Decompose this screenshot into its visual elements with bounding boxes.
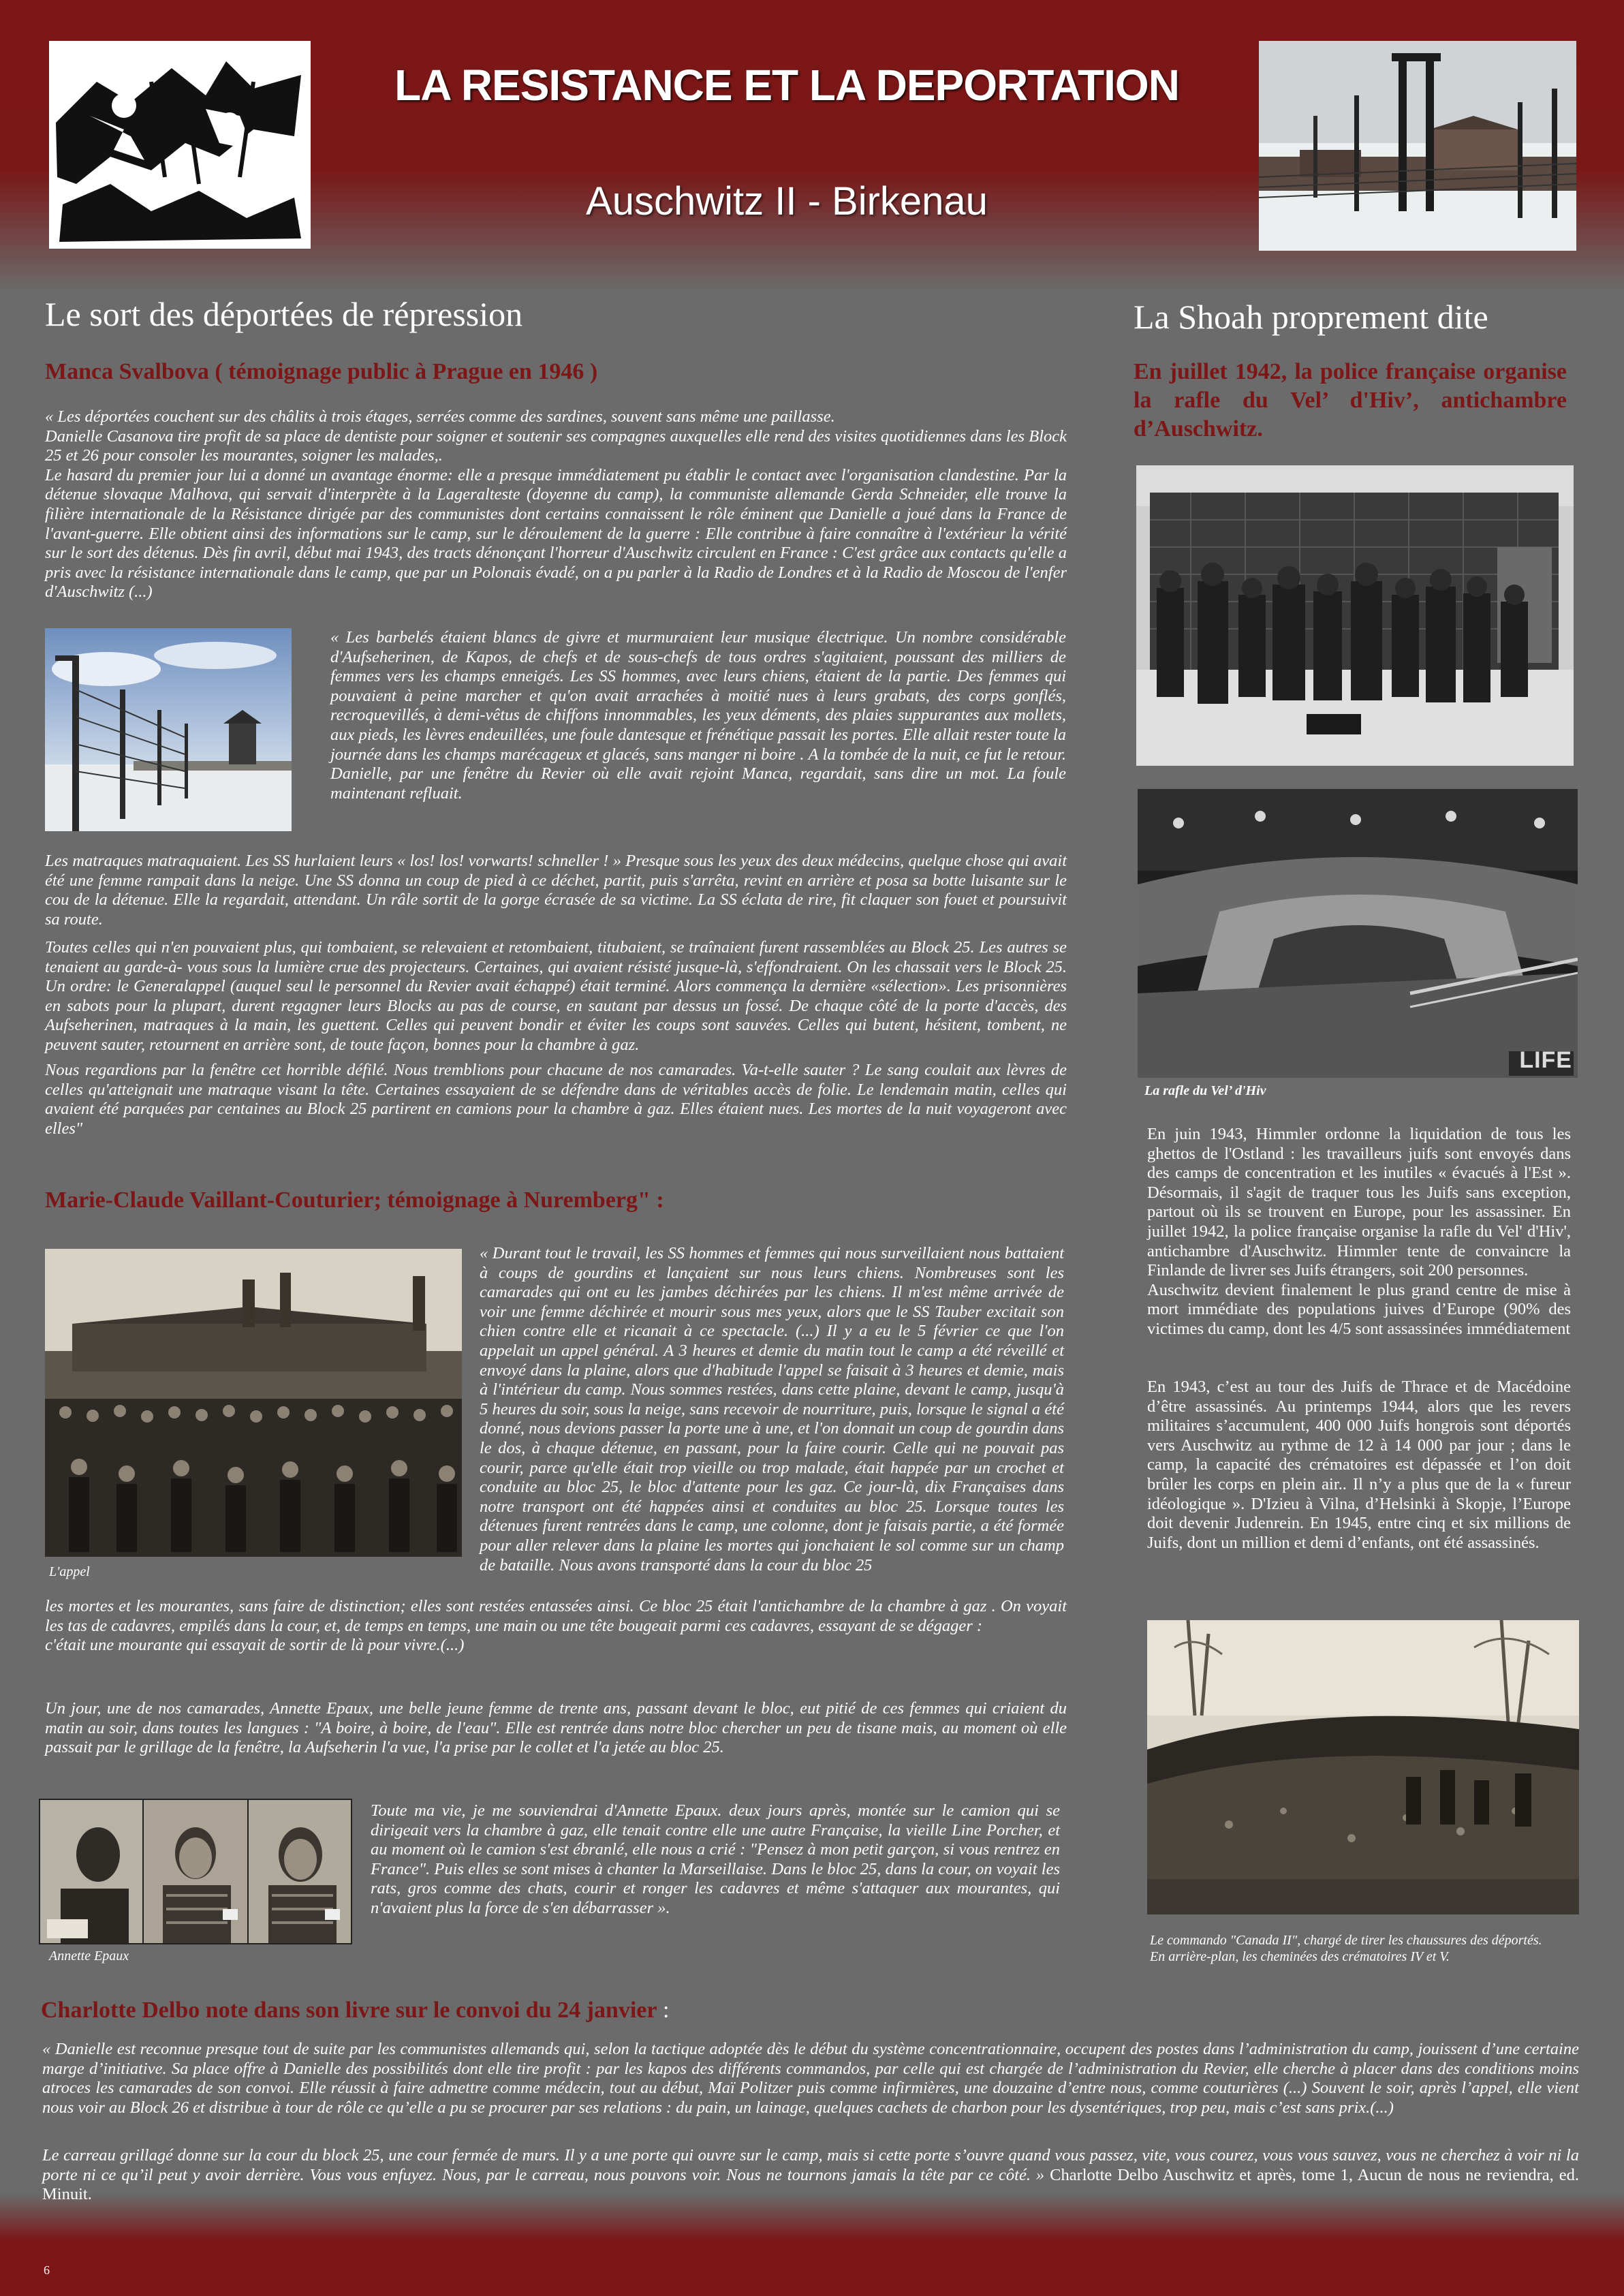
annette-caption: Annette Epaux <box>49 1949 129 1964</box>
rafle-crowd-photo <box>1136 465 1574 766</box>
life-logo: LIFE <box>1519 1047 1572 1073</box>
marie-heading: Marie-Claude Vaillant-Couturier; témoignage à Nuremberg" : <box>45 1188 664 1213</box>
barbeles-text: « Les barbelés étaient blancs de givre et murmuraient leur musique électrique. Un nombre considérable d'Aufseherinen, de Kapos, de chefs et de sous-chefs de tous ordres s'agitaient, poussant des milliers de femmes vers les champs enneigés. Les SS hommes, avec leurs chiens, étaient de la partie. Des femmes qui pouvaient à peine marcher et qu'on avait arrachées à moitié nues à leurs grabats, des corps gonflés, recroquevillés, à demi-vêtus de chiffons innommables, les yeux déments, des plaies suppurantes aux mollets, aux pieds, les lèvres endeuillées, une foule dantesque et frénétique passait les portes. Elle allait rester toute la journée dans les champs marécageux et glacés, sans manger ni boire . A la tombée de la nuit, ce fut le retour. Danielle, par une fenêtre du Revier où elle avait rejoint Manca, regardait, sans dire un mot. La foule maintenant refluait. <box>330 628 1066 803</box>
delbo-paragraph-2 <box>42 2146 1579 2205</box>
durant-text: « Durant tout le travail, les SS hommes et femmes qui nous surveillaient nous battaient à coups de gourdins et lançaient sur nous leurs chiens. Nombreuses sont les camarades qui ont eu les jambes déchirées par les chiens. Il m'est même arrivée de voir une femme déchirée et mourir sous mes yeux, alors que le SS Tauber excitait son chien contre elle et ricanait à ce spectacle. (...) Il y a eu le 5 février ce que l'on appelait un appel général. A 3 heures et demie du matin tout le camp a été réveillé et envoyé dans la plaine, alors que d'habitude l'appel se faisait à 3 heures et demie, mais à l'intérieur du camp. Nous sommes restées, dans cette plaine, devant le camp, jusqu'à 5 heures du soir, sous la neige, sans recevoir de nourriture, puis, lorsque le signal a été donné, nous devions passer la porte une à une, et l'on donnait un coup de gourdin dans le dos, à chaque détenue, en passant, pour la faire courir. Celle qui ne pouvait pas courir, parce qu'elle était trop vieille ou trop malade, était happée par un crochet et conduite au bloc 25, le bloc d'attente pour les gaz. Ce jour-là, dix Françaises dans notre transport ont été happées ainsi et conduites au bloc 25. Lorsque toutes les détenues furent rentrées dans le camp, une colonne, dont je faisais partie, a été formée pour aller relever dans la plaine les mortes qui jonchaient le sol comme sur un champ de bataille. Nous avons transporté dans la cour du bloc 25 <box>480 1244 1064 1574</box>
mortes-text: les mortes et les mourantes, sans faire de distinction; elles sont restées entassées ainsi. Ce bloc 25 était l'antichambre de la chambre à gaz . On voyait les tas de cadavres, empilés dans la cour, et, de temps en temps, une main ou une tête bougeait parmi ces cadavres, essayant de se dégager : c'était une mourante qui essayait de sortir de là pour vivre.(...) <box>45 1597 1067 1655</box>
manca-heading: Manca Svalbova ( témoignage public à Prague en 1946 ) <box>45 359 598 384</box>
delbo-paragraph-1: « Danielle est reconnue presque tout de suite par les communistes allemands qui, selon la tactique adoptée dès le début du système concentrationnaire, occupent des postes dans l’administration du camp, jouissent d’une certaine marge d’initiative. Sa place offre à Danielle des possibilités dont elle tire profit : par les kapos des différents commandos, par celle qui est chargée de l’administration du Revier, elle cherche à placer dans des conditions moins atroces les camarades de son convoi. Elle réussit à faire admettre comme médecin, tout au début, Maï Politzer puis comme infirmières, une douzaine d’entre nous, comme couturières (...) Souvent le soir, après l’appel, elle vient nous voir au Block 26 et distribue à tour de rôle ce qu’elle a pu se procurer par ses relations : du pain, un lainage, quelques cachets de charbon pour les dysentériques, trop peu, mais c’est sans prix.(...) <box>42 2040 1579 2117</box>
vel-dhiv-heading: En juillet 1942, la police française organise la rafle du Vel’ d'Hiv’, antichambre d’Auschwitz. <box>1134 359 1567 441</box>
matraques-text: Les matraques matraquaient. Les SS hurlaient leurs « los! los! vorwarts! schneller ! » Presque sous les yeux des deux médecins, quelque chose qui avait été une femme rampait dans la neige. Une SS donna un coup de pied à ce déchet, partit, puis s'arrêta, revint en arrière et posa sa botte luisante sur le cou de la détenue. Elle la regardait, attendant. Un râle sortit de la gorge écrasée de sa victime. La SS éclata de rire, fit claquer son fouet et poursuivit sa route. <box>45 852 1067 929</box>
delbo-heading-suffix: : <box>657 1998 670 2023</box>
delbo-quote: Le carreau grillagé donne sur la cour du block 25, une cour fermée de murs. Il y a une porte qui ouvre sur le camp, mais si cette porte s’ouvre quand vous passez, vite, vous courez, vous vous sauvez, vous ne cherchez à voir ni la porte ni ce qu’il peut y avoir derrière. Vous vous enfuyez. Nous, par le carreau, nous pouvons voir. Nous ne tournons jamais la tête par ce côté. » <box>42 2146 1579 2184</box>
annette-epaux-mugshot <box>39 1799 352 1944</box>
footer-band <box>0 2194 1624 2296</box>
delbo-citation: Charlotte Delbo Auschwitz et après, tome 1, Aucun de nous ne reviendra, ed. Minuit. <box>42 2165 1579 2204</box>
canada-caption: Le commando "Canada II", chargé de tirer les chaussures des déportés. En arrière-plan, les cheminées des crématoires IV et V. <box>1150 1933 1542 1964</box>
nous-regardions-text: Nous regardions par la fenêtre cet horrible défilé. Nous tremblions pour chacune de nos camarades. Va-t-elle sauter ? Le sang coulait aux lèvres de celles qu'atteignait une matraque visant la tête. Certaines essayaient de se défendre dans de véritables accès de folie. Le lendemain matin, celles qui avaient été parquées par centaines au Block 25 partirent en camions pour la chambre à gaz. Elles étaient nues. Les mortes de la nuit voyageront avec elles" <box>45 1061 1067 1138</box>
page-title: LA RESISTANCE ET LA DEPORTATION <box>394 61 1179 110</box>
birkenau-gate-image <box>1259 41 1576 251</box>
delbo-heading <box>41 1998 1540 2023</box>
toute-ma-vie-text: Toute ma vie, je me souviendrai d'Annette Epaux. deux jours après, montée sur le camion qui se dirigeait vers la chambre à gaz, elle tenait contre elle une autre Française, la vieille Line Porcher, et au moment où le camion s'est ébranlé, elle nous a crié : "Pensez à mon petit garçon, si vous rentrez en France". Puis elles se sont mises à chanter la Marseillaise. Dans le bloc 25, dans la cour, on voyait les rats, gros comme des chats, courir et ronger les cadavres et même s'attaquer aux mourantes, qui n'avaient plus la force de s'en débarrasser ». <box>371 1801 1060 1917</box>
toutes-text: Toutes celles qui n'en pouvaient plus, qui tombaient, se relevaient et retombaient, titubaient, se traînaient furent rassemblées au Block 25. Les autres se tenaient au garde-à- vous sous la lumière crue des projecteurs. Certaines, qui avaient résisté jusque-là, s'effondraient. On les chassait vers le Block 25. Un ordre: le Generalappel (auquel seul le personnel du Revier avait échappé) était terminé. Alors commença la dernière «sélection». Les prisonnières en sabots pour la plupart, durent regagner leurs Blocks au pas de course, en sautant par dessus un fossé. De chaque côté de la porte d'accès, des Aufseherinen, matraques à la main, les guettent. Celles qui peuvent bondir et éviter les coups sont sauvées. Celles qui butent, hésitent, tombent, ne peuvent sauter, retournent en arrière sont, de toute façon, bonnes pour la chambre à gaz. <box>45 938 1067 1054</box>
appel-photo <box>45 1249 462 1557</box>
juin-1943-text: En juin 1943, Himmler ordonne la liquidation de tous les ghettos de l'Ostland : les travailleurs juifs sont envoyés dans des camps de concentration et les inutiles « évacués à l'Est ». Désormais, il s'agit de traquer tous les Juifs sans exception, partout où ils se trouvent en Europe, pour les assassiner. En juillet 1942, la police française organise la rafle du Vel' d'Hiv', antichambre d'Auschwitz. Himmler tente de convaincre la Finlande de livrer ses Juifs étrangers, soit 200 personnes. Auschwitz devient finalement le plus grand centre de mise à mort immédiate des populations juives d’Europe (90% des victimes du camp, dont les 4/5 sont assassinées immédiatement <box>1147 1125 1571 1338</box>
delbo-heading-main: Charlotte Delbo note dans son livre sur le convoi du 24 janvier <box>41 1998 657 2023</box>
annette-intro-text: Un jour, une de nos camarades, Annette Epaux, une belle jeune femme de trente ans, passant devant le bloc, eut pitié de ces femmes qui criaient du matin au soir, dans toutes les langues : "A boire, à boire, de l'eau". Elle est rentrée dans notre bloc chercher un peu de tisane mais, au moment où elle passait par le grillage de la fenêtre, la Aufseherin l'a vue, l'a prise par le collet et l'a jetée au bloc 25. <box>45 1699 1067 1757</box>
left-section-title: Le sort des déportées de répression <box>45 295 523 333</box>
resistance-drawing-image <box>49 41 311 249</box>
velodrome-caption: La rafle du Vel’ d'Hiv <box>1144 1083 1266 1098</box>
appel-caption: L'appel <box>49 1564 90 1579</box>
velodrome-photo <box>1138 789 1578 1078</box>
barbed-wire-winter-image <box>45 628 292 831</box>
manca-intro-text: « Les déportées couchent sur des châlits à trois étages, serrées comme des sardines, souvent sans même une paillasse. Danielle Casanova tire profit de sa place de dentiste pour soigner et soutenir ses compagnes auxquelles elle rend des visites quotidiennes dans les Block 25 et 26 pour consoler les mourantes, soigner les malades,. Le hasard du premier jour lui a donné un avantage énorme: elle a presque immédiatement pu établir le contact avec l'organisation clandestine. Par la détenue slovaque Malhova, qui servait d'interprète à la Lageralteste (doyenne du camp), la communiste allemande Gerda Schneider, elle trouve la filière internationale de la Résistance dirigée par des communistes dont certains connaissent le rôle éminent que Danielle a joué dans la France de l'avant-guerre. Elle obtient ainsi des informations sur le camp, sur le déroulement de la guerre : Elle contribue à faire connaître à l'extérieur la vérité sur le sort des détenus. Dès fin avril, début mai 1943, des tracts dénonçant l'horreur d'Auschwitz circulent en France : C'est grâce aux contacts qu'elle a pris avec la résistance internationale dans le camp, que par un Polonais évadé, on a pu parler à la Radio de Londres et à la Radio de Moscou de l'enfer d'Auschwitz (...) <box>45 407 1067 602</box>
en-1943-text: En 1943, c’est au tour des Juifs de Thrace et de Macédoine d’être assassinés. Au printemps 1944, alors que les revers militaires s’accumulent, 400 000 Juifs hongrois sont déportés vers Auschwitz au rythme de 12 à 14 000 par jour ; dans le camp, la capacité des crématoires est dépassée et l’on doit brûler les corps en plein air.. Il n’y a plus que de la « fureur idéologique ». D'Izieu à Vilna, d’Helsinki à Skopje, l’Europe doit devenir Judenrein. En 1945, entre cinq et six millions de Juifs, dont un million et demi d’enfants, ont été assassinés. <box>1147 1378 1571 1552</box>
page-subtitle: Auschwitz II - Birkenau <box>586 179 988 223</box>
page-number: 6 <box>44 2263 50 2277</box>
canada-commando-photo <box>1147 1620 1579 1914</box>
right-section-title: La Shoah proprement dite <box>1134 298 1488 336</box>
